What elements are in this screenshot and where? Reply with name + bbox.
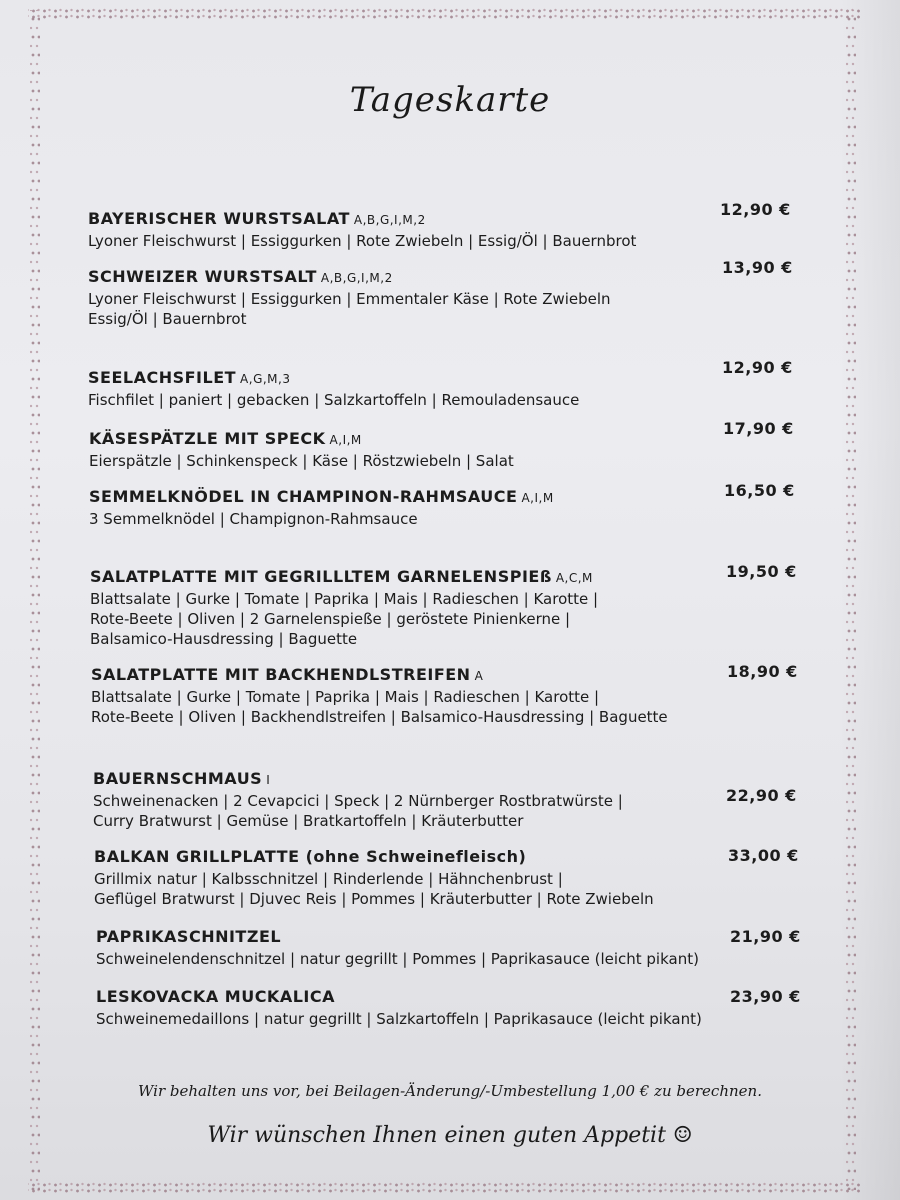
item-name: SALATPLATTE MIT GEGRILLLTEM GARNELENSPIEß A,C,M	[90, 567, 593, 586]
closing-greeting: Wir wünschen Ihnen einen guten Appetit ☺	[207, 1123, 693, 1148]
item-name: SCHWEIZER WURSTSALT A,B,G,I,M,2	[88, 267, 393, 286]
item-price: 19,50 €	[726, 562, 797, 581]
item-price: 18,90 €	[727, 662, 798, 681]
menu-item	[88, 209, 636, 251]
item-name: LESKOVACKA MUCKALICA	[96, 987, 335, 1006]
item-price: 13,90 €	[722, 258, 793, 277]
menu-item	[89, 487, 554, 529]
item-name: KÄSESPÄTZLE MIT SPECK A,I,M	[89, 429, 362, 448]
item-price: 16,50 €	[724, 481, 795, 500]
menu-item	[94, 847, 654, 909]
item-price: 23,90 €	[730, 987, 801, 1006]
decorative-border-left	[30, 10, 40, 1190]
item-price: 12,90 €	[722, 358, 793, 377]
item-price: 33,00 €	[728, 846, 799, 865]
item-allergens: A,G,M,3	[240, 372, 291, 386]
item-description: Schweinemedaillons | natur gegrillt | Salzkartoffeln | Paprikasauce (leicht pikant)	[96, 1010, 702, 1028]
item-name: BAYERISCHER WURSTSALAT A,B,G,I,M,2	[88, 209, 426, 228]
menu-item	[91, 665, 668, 727]
item-description: Fischfilet | paniert | gebacken | Salzkartoffeln | Remouladensauce	[88, 391, 580, 409]
menu-item	[88, 267, 611, 329]
item-description: Blattsalate | Gurke | Tomate | Paprika | Mais | Radieschen | Karotte | Rote-Beete | Oliven | Backhendlstreifen | Balsamico-Hausdressing | Baguette	[91, 688, 668, 726]
menu-title: Tageskarte	[349, 80, 551, 120]
item-description: Schweinenacken | 2 Cevapcici | Speck | 2 Nürnberger Rostbratwürste | Curry Bratwurst | Gemüse | Bratkartoffeln | Kräuterbutter	[93, 792, 623, 830]
item-name: BALKAN GRILLPLATTE (ohne Schweinefleisch)	[94, 847, 527, 866]
menu-item	[93, 769, 623, 831]
item-name: PAPRIKASCHNITZEL	[96, 927, 282, 946]
item-description: Lyoner Fleischwurst | Essiggurken | Rote Zwiebeln | Essig/Öl | Bauernbrot	[88, 232, 637, 250]
item-price: 21,90 €	[730, 927, 801, 946]
item-price: 22,90 €	[726, 786, 797, 805]
item-allergens: I	[266, 773, 271, 787]
item-name: SALATPLATTE MIT BACKHENDLSTREIFEN A	[91, 665, 484, 684]
menu-item	[89, 429, 514, 471]
item-description: Schweinelendenschnitzel | natur gegrillt | Pommes | Paprikasauce (leicht pikant)	[96, 950, 699, 968]
item-name: SEELACHSFILET A,G,M,3	[88, 368, 291, 387]
item-allergens: A,B,G,I,M,2	[320, 271, 393, 285]
item-description: Eierspätzle | Schinkenspeck | Käse | Röstzwiebeln | Salat	[89, 452, 514, 470]
item-allergens: A	[474, 669, 484, 683]
item-name: BAUERNSCHMAUS I	[93, 769, 271, 788]
item-allergens: A,C,M	[555, 571, 593, 585]
item-allergens: A,I,M	[521, 491, 554, 505]
item-allergens: A,I,M	[329, 433, 362, 447]
item-description: Blattsalate | Gurke | Tomate | Paprika | Mais | Radieschen | Karotte | Rote-Beete | Oliven | 2 Garnelenspieße | geröstete Pinienkerne | Balsamico-Hausdressing | Baguette	[90, 590, 599, 648]
surcharge-note: Wir behalten uns vor, bei Beilagen-Änderung/-Umbestellung 1,00 € zu berechnen.	[138, 1082, 762, 1100]
item-price: 17,90 €	[723, 419, 794, 438]
menu-item	[96, 987, 702, 1029]
item-allergens: A,B,G,I,M,2	[353, 213, 426, 227]
decorative-border-top	[28, 8, 860, 20]
item-description: 3 Semmelknödel | Champignon-Rahmsauce	[89, 510, 418, 528]
item-price: 12,90 €	[720, 200, 791, 219]
item-description: Grillmix natur | Kalbsschnitzel | Rinderlende | Hähnchenbrust | Geflügel Bratwurst | Djuvec Reis | Pommes | Kräuterbutter | Rote Zwiebeln	[94, 870, 654, 908]
menu-item	[90, 567, 598, 649]
menu-item	[88, 368, 579, 410]
item-name: SEMMELKNÖDEL IN CHAMPINON-RAHMSAUCE A,I,M	[89, 487, 554, 506]
decorative-border-bottom	[28, 1182, 860, 1194]
decorative-border-right	[846, 10, 856, 1190]
menu-item	[96, 927, 699, 969]
item-description: Lyoner Fleischwurst | Essiggurken | Emmentaler Käse | Rote Zwiebeln Essig/Öl | Bauernbrot	[88, 290, 611, 328]
